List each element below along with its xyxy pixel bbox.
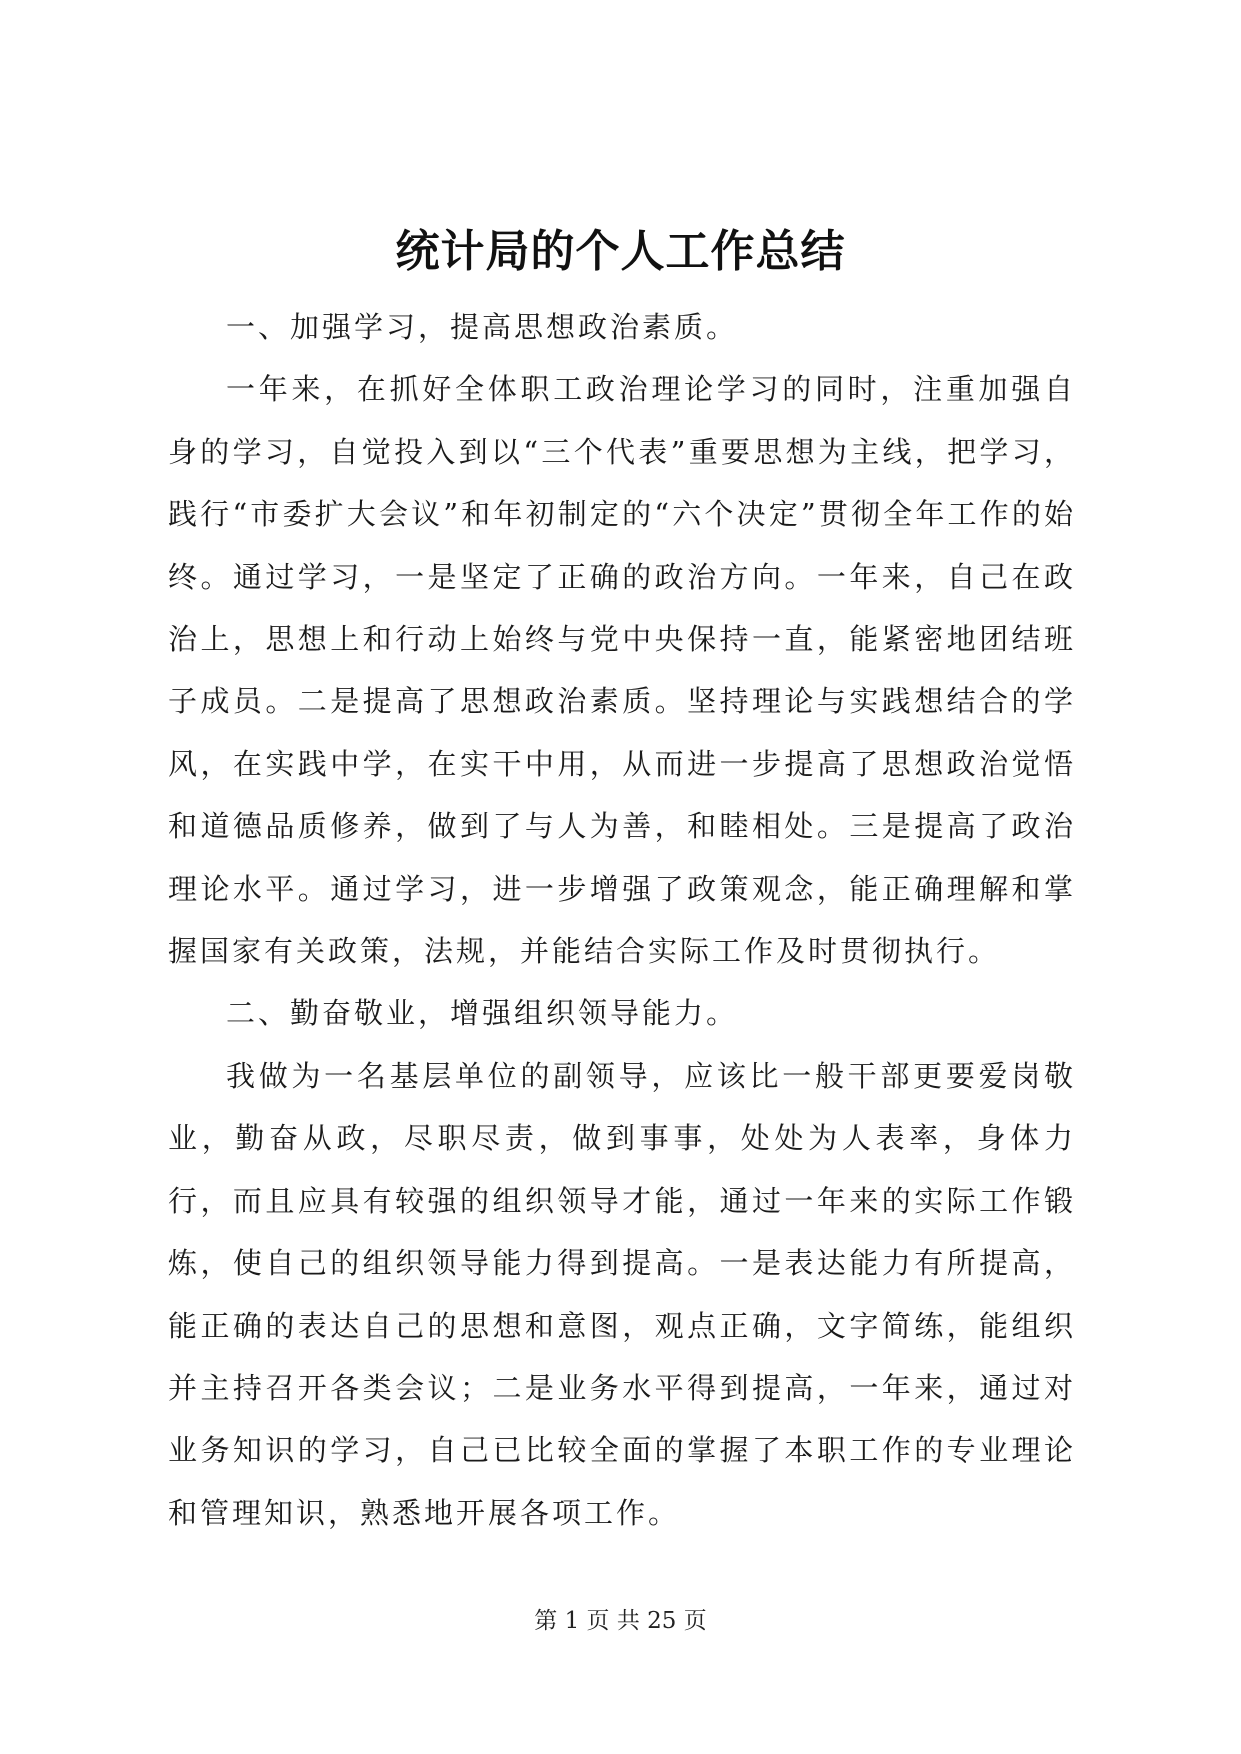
- paragraph-1: 一年来，在抓好全体职工政治理论学习的同时，注重加强自身的学习，自觉投入到以“三个代表”重要思想为主线，把学习，践行“市委扩大会议”和年初制定的“六个决定”贯彻全年工作的始终。通过学习，一是坚定了正确的政治方向。一年来，自己在政治上，思想上和行动上始终与党中央保持一直，能紧密地团结班子成员。二是提高了思想政治素质。坚持理论与实践想结合的学风，在实践中学，在实干中用，从而进一步提高了思想政治觉悟和道德品质修养，做到了与人为善，和睦相处。三是提高了政治理论水平。通过学习，进一步增强了政策观念，能正确理解和掌握国家有关政策，法规，并能结合实际工作及时贯彻执行。: [168, 372, 1076, 969]
- section-heading-2: 二、勤奋敬业，增强组织领导能力。: [226, 996, 739, 1031]
- document-body: [168, 296, 1076, 1544]
- document-title: 统计局的个人工作总结: [395, 226, 846, 277]
- paragraph-2: 我做为一名基层单位的副领导，应该比一般干部更要爱岗敬业，勤奋从政，尽职尽责，做到事事，处处为人表率，身体力行，而且应具有较强的组织领导才能，通过一年来的实际工作锻炼，使自己的组织领导能力得到提高。一是表达能力有所提高，能正确的表达自己的思想和意图，观点正确，文字简练，能组织并主持召开各类会议；二是业务水平得到提高，一年来，通过对业务知识的学习，自己已比较全面的掌握了本职工作的专业理论和管理知识，熟悉地开展各项工作。: [168, 1058, 1076, 1530]
- section-heading-1: 一、加强学习，提高思想政治素质。: [226, 310, 739, 344]
- page-footer: 第 1 页 共 25 页: [534, 1608, 707, 1634]
